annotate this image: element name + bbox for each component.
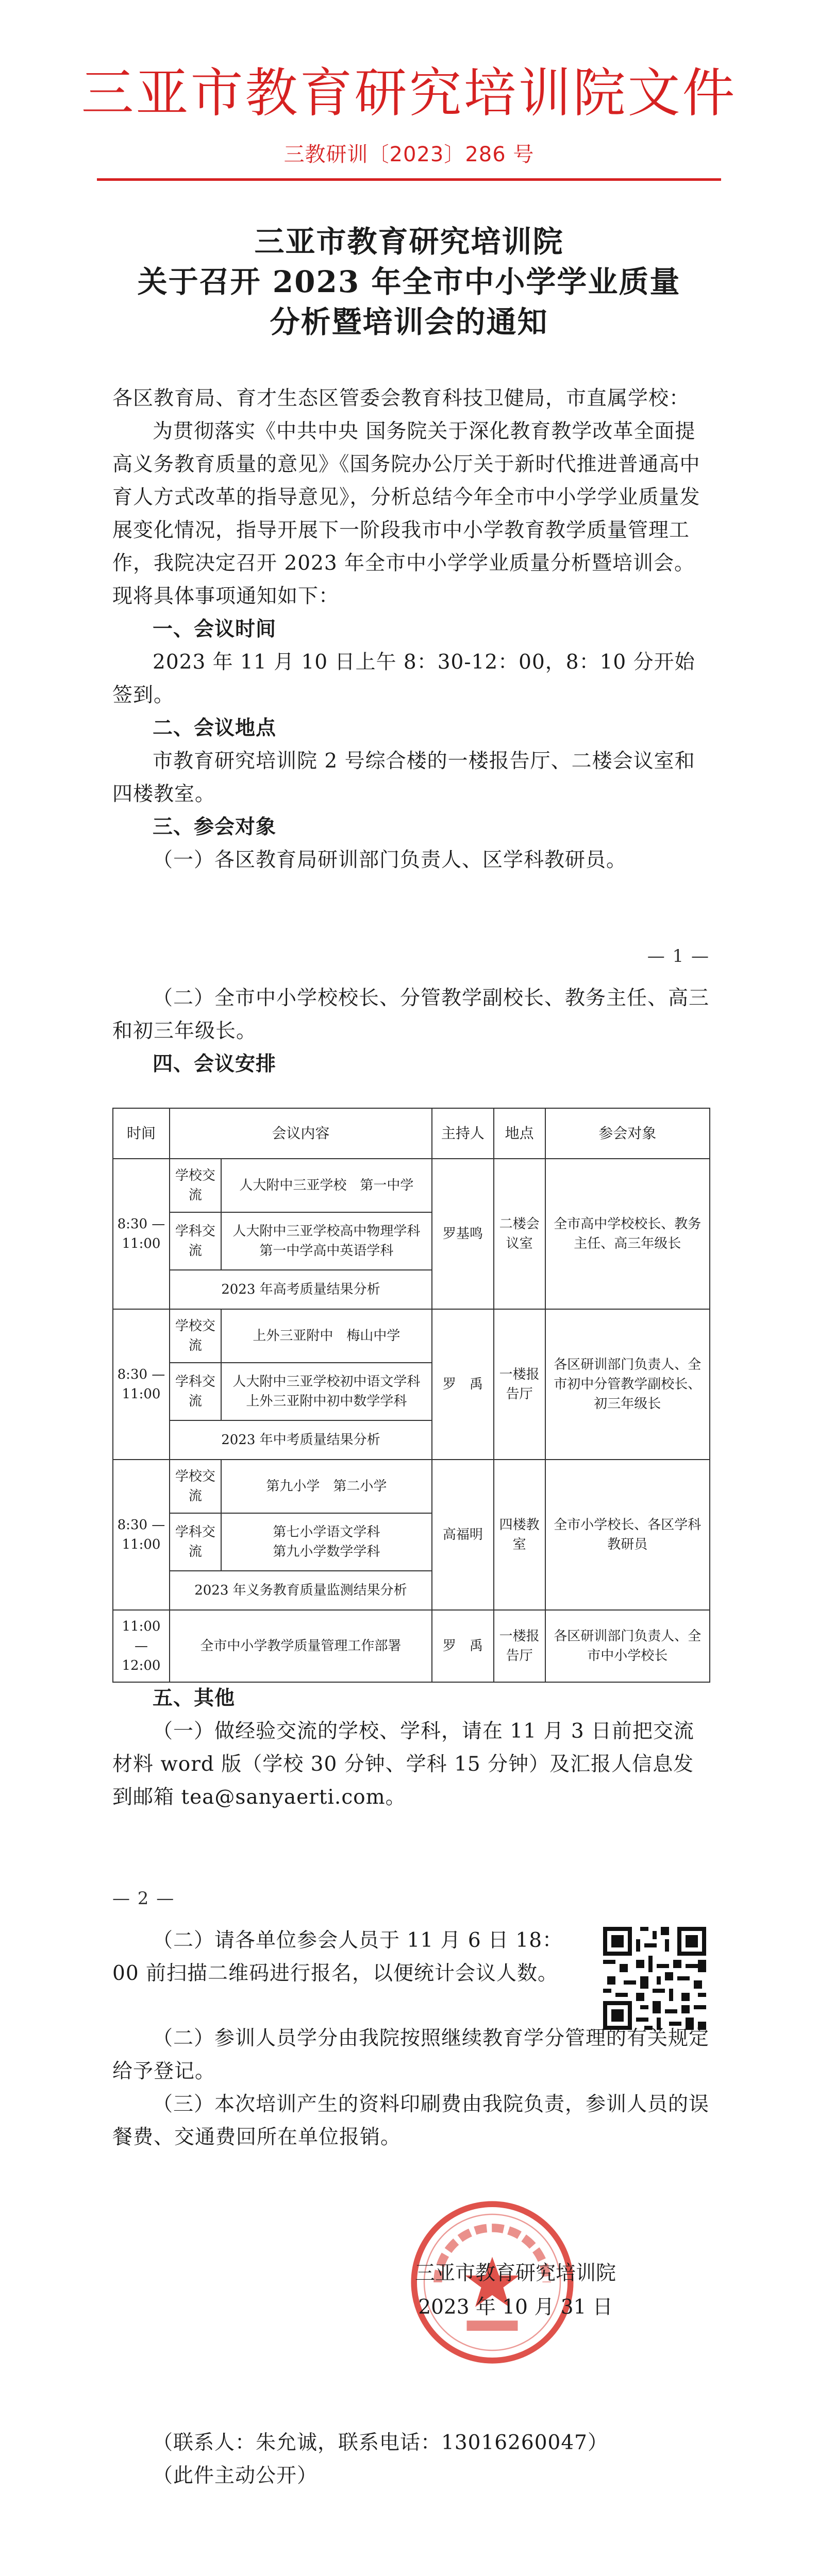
other-1: （一）做经验交流的学校、学科，请在 11 月 3 日前把交流材料 word 版（学校 30 分钟、学科 15 分钟）及汇报人信息发到邮箱 tea@sanyaerti.com。 — [112, 1720, 695, 1809]
cell-subject-label: 学科交流 — [170, 1212, 221, 1270]
subject-line-2: 第九小学数学学科 — [273, 1544, 380, 1560]
heading-place: 二、会议地点 — [153, 717, 277, 740]
heading-time: 一、会议时间 — [153, 618, 277, 641]
signature-date: 2023 年 10 月 31 日 — [418, 2296, 613, 2319]
cell-time: 8:30 — 11:00 — [113, 1159, 170, 1309]
title-line-2: 关于召开 2023 年全市中小学学业质量 — [137, 264, 681, 299]
cell-place: 一楼报告厅 — [494, 1309, 545, 1460]
body-page-2-other — [112, 1682, 710, 1814]
table-row — [113, 1610, 710, 1682]
header-content: 会议内容 — [170, 1108, 432, 1159]
header-target: 参会对象 — [545, 1108, 710, 1159]
heading-attendees: 三、参会对象 — [153, 816, 277, 839]
disclosure-note: （此件主动公开） — [153, 2464, 318, 2487]
cell-school-text: 第九小学 第二小学 — [221, 1460, 432, 1513]
table-row — [113, 1460, 710, 1513]
cell-summary: 2023 年中考质量结果分析 — [170, 1420, 432, 1460]
cell-target: 各区研训部门负责人、全市初中分管教学副校长、初三年级长 — [545, 1309, 710, 1460]
cell-school-text: 上外三亚附中 梅山中学 — [221, 1309, 432, 1363]
cell-host: 罗基鸣 — [432, 1159, 494, 1309]
body-page-1 — [112, 382, 710, 877]
cell-subject-text — [221, 1363, 432, 1420]
subject-line-1: 人大附中三亚学校高中物理学科 — [232, 1224, 421, 1239]
subject-line-2: 上外三亚附中初中数学学科 — [246, 1394, 407, 1409]
cell-place: 四楼教室 — [494, 1460, 545, 1610]
title-line-3: 分析暨培训会的通知 — [270, 304, 548, 340]
cell-time: 11:00 — 12:00 — [113, 1610, 170, 1682]
cell-target: 全市高中学校校长、教务主任、高三年级长 — [545, 1159, 710, 1309]
cell-target: 各区研训部门负责人、全市中小学校长 — [545, 1610, 710, 1682]
body-page-3-a — [112, 1924, 587, 1990]
cell-school-label: 学校交流 — [170, 1309, 221, 1363]
red-header-rule — [97, 178, 721, 181]
cell-place: 二楼会议室 — [494, 1159, 545, 1309]
table-row — [113, 1309, 710, 1363]
place-text: 市教育研究培训院 2 号综合楼的一楼报告厅、二楼会议室和四楼教室。 — [112, 750, 695, 806]
document-number: 三教研训〔2023〕286 号 — [283, 143, 535, 166]
body-page-3-b — [112, 2022, 710, 2154]
cell-place: 一楼报告厅 — [494, 1610, 545, 1682]
cell-time: 8:30 — 11:00 — [113, 1460, 170, 1610]
agenda-table — [112, 1108, 710, 1683]
page-number-2: — 2 — — [112, 1888, 175, 1909]
registration-qr-code-icon[interactable] — [603, 1927, 706, 2030]
cell-subject-label: 学科交流 — [170, 1513, 221, 1571]
body-page-2-top — [112, 982, 710, 1081]
other-4: （三）本次培训产生的资料印刷费由我院负责，参训人员的误餐费、交通费回所在单位报销。 — [112, 2093, 710, 2149]
heading-agenda: 四、会议安排 — [153, 1053, 277, 1076]
cell-subject-text — [221, 1513, 432, 1571]
cell-time: 8:30 — 11:00 — [113, 1309, 170, 1460]
cell-subject-label: 学科交流 — [170, 1363, 221, 1420]
intro-paragraph: 为贯彻落实《中共中央 国务院关于深化教育教学改革全面提高义务教育质量的意见》《国务院办公厅关于新时代推进普通高中育人方式改革的指导意见》，分析总结今年全市中小学学业质量发展变化情况，指导开展下一阶段我市中小学教育教学质量管理工作，我院决定召开 2023 年全市中小学学业质量分析暨培训会。现将具体事项通知如下： — [112, 420, 700, 608]
contact-info: （联系人：朱允诚，联系电话：13016260047） — [153, 2431, 608, 2454]
signature-block — [371, 2257, 660, 2325]
table-row — [113, 1159, 710, 1212]
signature-org: 三亚市教育研究培训院 — [414, 2262, 616, 2285]
subject-line-2: 第一中学高中英语学科 — [259, 1243, 394, 1259]
cell-summary: 2023 年义务教育质量监测结果分析 — [170, 1571, 432, 1610]
heading-other: 五、其他 — [153, 1687, 236, 1710]
title-line-1: 三亚市教育研究培训院 — [254, 224, 564, 259]
cell-host: 高福明 — [432, 1460, 494, 1610]
attendees-1: （一）各区教育局研训部门负责人、区学科教研员。 — [153, 849, 627, 872]
cell-summary: 全市中小学教学质量管理工作部署 — [170, 1610, 432, 1682]
cell-summary: 2023 年高考质量结果分析 — [170, 1270, 432, 1309]
cell-subject-text — [221, 1212, 432, 1270]
subject-line-1: 人大附中三亚学校初中语文学科 — [232, 1374, 421, 1389]
time-text: 2023 年 11 月 10 日上午 8：30-12：00，8：10 分开始签到。 — [112, 651, 695, 707]
other-2: （二）请各单位参会人员于 11 月 6 日 18：00 前扫描二维码进行报名，以便统计会议人数。 — [112, 1929, 563, 1985]
cell-host: 罗 禹 — [432, 1610, 494, 1682]
document-header-title: 三亚市教育研究培训院文件 — [81, 63, 737, 124]
other-3: （二）参训人员学分由我院按照继续教育学分管理的有关规定给予登记。 — [112, 2027, 710, 2083]
page-number-1: — 1 — — [647, 946, 710, 967]
cell-school-label: 学校交流 — [170, 1159, 221, 1212]
attendees-2: （二）全市中小学校校长、分管教学副校长、教务主任、高三和初三年级长。 — [112, 987, 710, 1043]
header-time: 时间 — [113, 1108, 170, 1159]
cell-school-text: 人大附中三亚学校 第一中学 — [221, 1159, 432, 1212]
cell-target: 全市小学校长、各区学科教研员 — [545, 1460, 710, 1610]
cell-school-label: 学校交流 — [170, 1460, 221, 1513]
contact-block — [112, 2427, 710, 2493]
cell-host: 罗 禹 — [432, 1309, 494, 1460]
header-place: 地点 — [494, 1108, 545, 1159]
table-header-row — [113, 1108, 710, 1159]
document-title — [0, 222, 818, 342]
addressee: 各区教育局、育才生态区管委会教育科技卫健局，市直属学校： — [112, 387, 690, 410]
subject-line-1: 第七小学语文学科 — [273, 1524, 380, 1540]
header-host: 主持人 — [432, 1108, 494, 1159]
